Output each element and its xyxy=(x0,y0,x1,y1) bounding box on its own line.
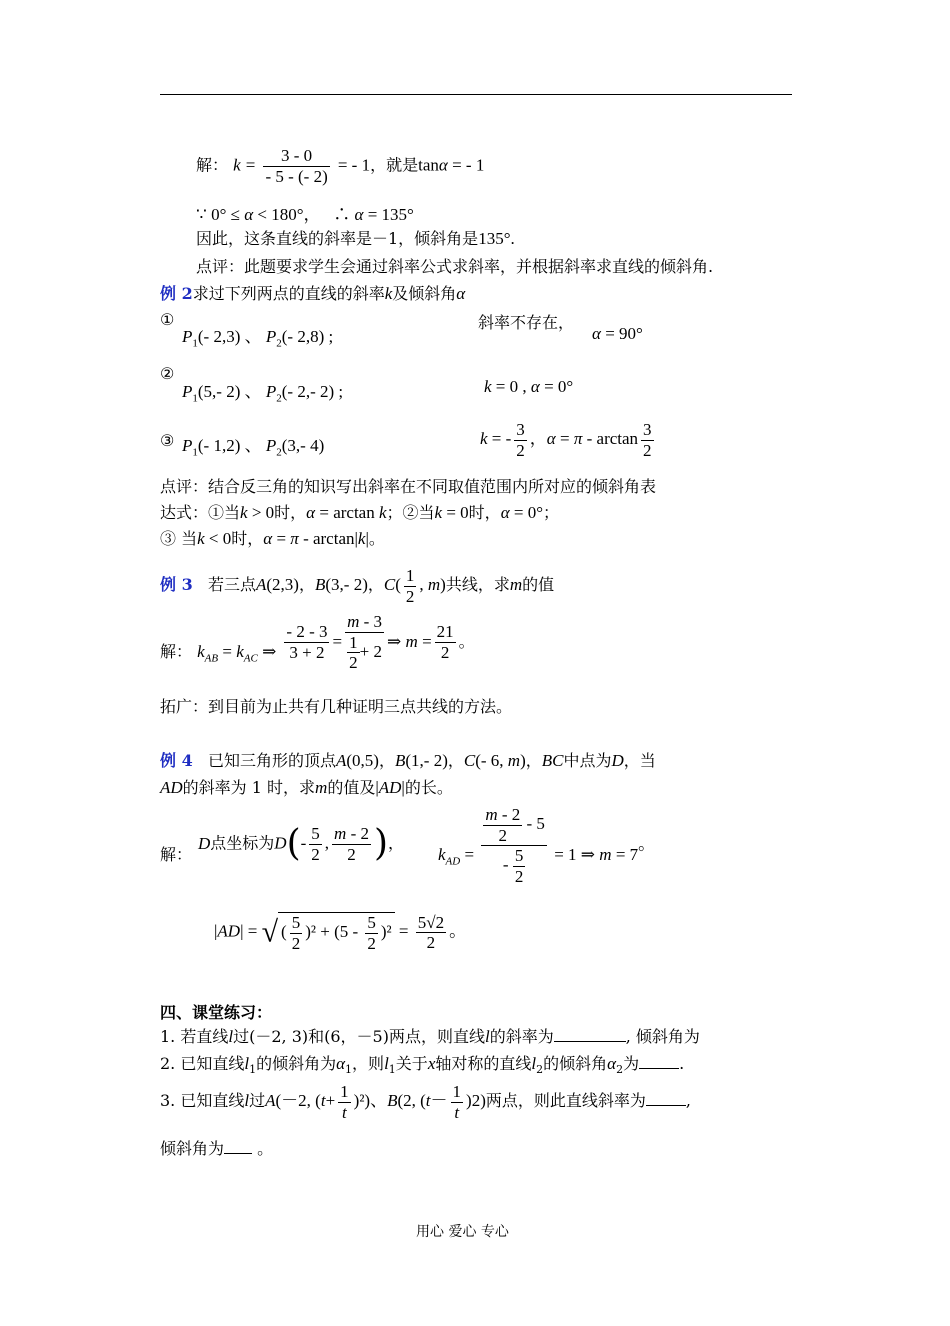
example-4-heading: 例 4 已知三角形的顶点A(0,5)，B(1,- 2)，C(- 6, m)，BC中点为D，当 xyxy=(160,751,656,770)
example-2-points-3: $P_1(-$ 1,2) 、 $P_2(3,-$ 4) xyxy=(182,436,325,459)
example-2-answer-2: k = 0 , α = 0° xyxy=(484,377,574,396)
example-2-heading: 例 2求过下列两点的直线的斜率k及倾斜角α xyxy=(160,284,466,303)
example-4-solution-label: 解： xyxy=(160,845,193,864)
conclusion-line: 因此，这条直线的斜率是－1，倾斜角是135°. xyxy=(196,229,515,248)
example-2-angle-1: α = 90° xyxy=(592,324,643,343)
example-4-midpoint: D点坐标为D(- $\frac{5}{2}$ , $\frac{m - 2}{2}$ )， xyxy=(198,823,405,865)
example-2-label: 例 2 xyxy=(160,284,193,303)
example-2-points-1: $P_1(-$ 2,3) 、 $P_2(-$ 2,8) ; xyxy=(182,327,334,350)
example-4-heading-2: AD的斜率为 1 时，求m的值及|AD|的长。 xyxy=(160,778,453,797)
answer-blank[interactable] xyxy=(554,1027,626,1042)
example-4-slope: $k_{AD}$ = $\frac{m - 2}{2}$ - 5 - $\frac{5}{2}$ = 1 ⇒ m = 7。 xyxy=(438,805,656,886)
comment-2-line-1: 点评：结合反三角的知识写出斜率在不同取值范围内所对应的倾斜角表 xyxy=(160,477,657,496)
page-footer: 用心 爱心 专心 xyxy=(416,1224,509,1240)
exercise-3: 3. 已知直线l过A(－2, (t+ $\frac{1}{t}$ )²)、B(2, (t－ $\frac{1}{t}$ )2)两点，则此直线斜率为 , xyxy=(160,1082,691,1122)
comment-1: 点评：此题要求学生会通过斜率公式求斜率，并根据斜率求直线的倾斜角. xyxy=(196,257,714,276)
example-2-item-1: ① xyxy=(160,310,175,329)
angle-range-line: ∵ 0° ≤ α < 180°， ∴ α = 135° xyxy=(196,205,414,224)
example-2-points-2: $P_1(5,-$ 2) 、 $P_2(-$ 2,- 2) ; xyxy=(182,382,344,405)
header-rule xyxy=(160,94,792,95)
example-2-answer-3: k = - $\frac{3}{2}$ ，α = π - arctan $\frac{3}{2}$ xyxy=(480,420,652,460)
example-3-label: 例 3 xyxy=(160,574,193,594)
section-4-heading: 四、课堂练习： xyxy=(160,1003,273,1022)
answer-blank[interactable] xyxy=(646,1091,686,1106)
example-3-solution: 解： $k_{AB} = k_{AC}$ ⇒ $\frac{- 2 - 3}{3 + 2}$ = m - 3 $\frac{1}{2}$ + 2 ⇒ m = $\frac{21}{2}$ 。 xyxy=(160,612,475,673)
example-2-item-3: ③ xyxy=(160,431,175,450)
comment-2-line-2: 达式：①当k > 0时，α = arctan k；②当k = 0时，α = 0°； xyxy=(160,503,560,522)
extension-note: 拓广：到目前为止共有几种证明三点共线的方法。 xyxy=(160,697,513,716)
comment-2-line-3: ③ 当k < 0时，α = π - arctan|k|。 xyxy=(160,529,385,548)
example-4-length: |AD| = √ ( $\frac{5}{2}$ )² + (5 - $\frac{5}{2}$ )² = $\frac{5√2}{2}$ 。 xyxy=(214,912,467,953)
example-3-heading: 例 3 若三点A(2,3)，B(3,- 2)，C( $\frac{1}{2}$ , m)共线，求m的值 xyxy=(160,566,555,606)
solution-line-1: 解： k = $\frac{3 - 0}{- 5 - (- 2)}$ = - 1，就是tanα = - 1 xyxy=(196,146,485,186)
example-4-label: 例 4 xyxy=(160,751,193,770)
answer-blank[interactable] xyxy=(224,1139,252,1154)
solution-label: 解： xyxy=(196,155,229,175)
exercise-3-line-2: 倾斜角为 。 xyxy=(160,1139,274,1158)
example-2-item-2: ② xyxy=(160,364,175,383)
exercise-2: 2. 已知直线$l_1$的倾斜角为$\alpha_1$，则$l_1$关于x轴对称的直线$l_2$的倾斜角$\alpha_2$为 . xyxy=(160,1054,685,1077)
example-2-answer-1: 斜率不存在， xyxy=(478,313,575,332)
slope-fraction: $\frac{3 - 0}{- 5 - (- 2)}$ xyxy=(265,146,328,186)
exercise-1: 1. 若直线l过(－2, 3)和(6，－5)两点，则直线l的斜率为 , 倾斜角为 xyxy=(160,1027,700,1046)
answer-blank[interactable] xyxy=(639,1054,679,1069)
